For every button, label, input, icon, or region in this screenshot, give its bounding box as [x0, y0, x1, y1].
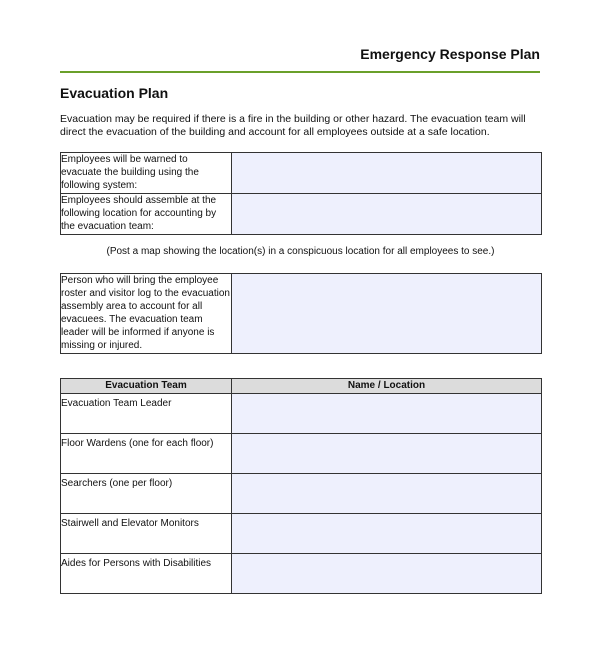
column-header-team: Evacuation Team — [61, 379, 232, 394]
team-leader-field[interactable] — [232, 394, 542, 434]
header-divider — [60, 71, 540, 73]
assembly-location-label: Employees should assemble at the following location for accounting by the evacuation team: — [61, 194, 232, 235]
warning-system-label: Employees will be warned to evacuate the building using the following system: — [61, 153, 232, 194]
roster-person-label: Person who will bring the employee roster and visitor log to the evacuation assembly area to account for all evacuees. The evacuation team leader will be informed if anyone is missing or injured. — [61, 274, 232, 354]
table-row — [61, 153, 542, 194]
floor-wardens-field[interactable] — [232, 434, 542, 474]
disability-aides-field[interactable] — [232, 554, 542, 594]
map-note: (Post a map showing the location(s) in a conspicuous location for all employees to see.) — [106, 246, 495, 257]
table-row — [61, 394, 542, 434]
team-role-label: Floor Wardens (one for each floor) — [61, 434, 232, 474]
section-title: Evacuation Plan — [60, 85, 169, 101]
table-row — [61, 474, 542, 514]
evacuation-team-table — [60, 378, 542, 594]
warning-assembly-table — [60, 152, 542, 235]
team-role-label: Searchers (one per floor) — [61, 474, 232, 514]
stairwell-monitors-field[interactable] — [232, 514, 542, 554]
roster-table — [60, 273, 542, 354]
table-row — [61, 514, 542, 554]
searchers-field[interactable] — [232, 474, 542, 514]
table-row — [61, 274, 542, 354]
table-row — [61, 194, 542, 235]
roster-person-field[interactable] — [232, 274, 542, 354]
column-header-name-location: Name / Location — [232, 379, 542, 394]
table-row — [61, 434, 542, 474]
assembly-location-field[interactable] — [232, 194, 542, 235]
team-role-label: Stairwell and Elevator Monitors — [61, 514, 232, 554]
team-role-label: Aides for Persons with Disabilities — [61, 554, 232, 594]
intro-paragraph: Evacuation may be required if there is a fire in the building or other hazard. The evacuation team will direct the evacuation of the building and account for all employees outside at a safe location. — [60, 113, 526, 138]
warning-system-field[interactable] — [232, 153, 542, 194]
table-header-row — [61, 379, 542, 394]
document-header-title: Emergency Response Plan — [360, 46, 540, 62]
table-row — [61, 554, 542, 594]
team-role-label: Evacuation Team Leader — [61, 394, 232, 434]
